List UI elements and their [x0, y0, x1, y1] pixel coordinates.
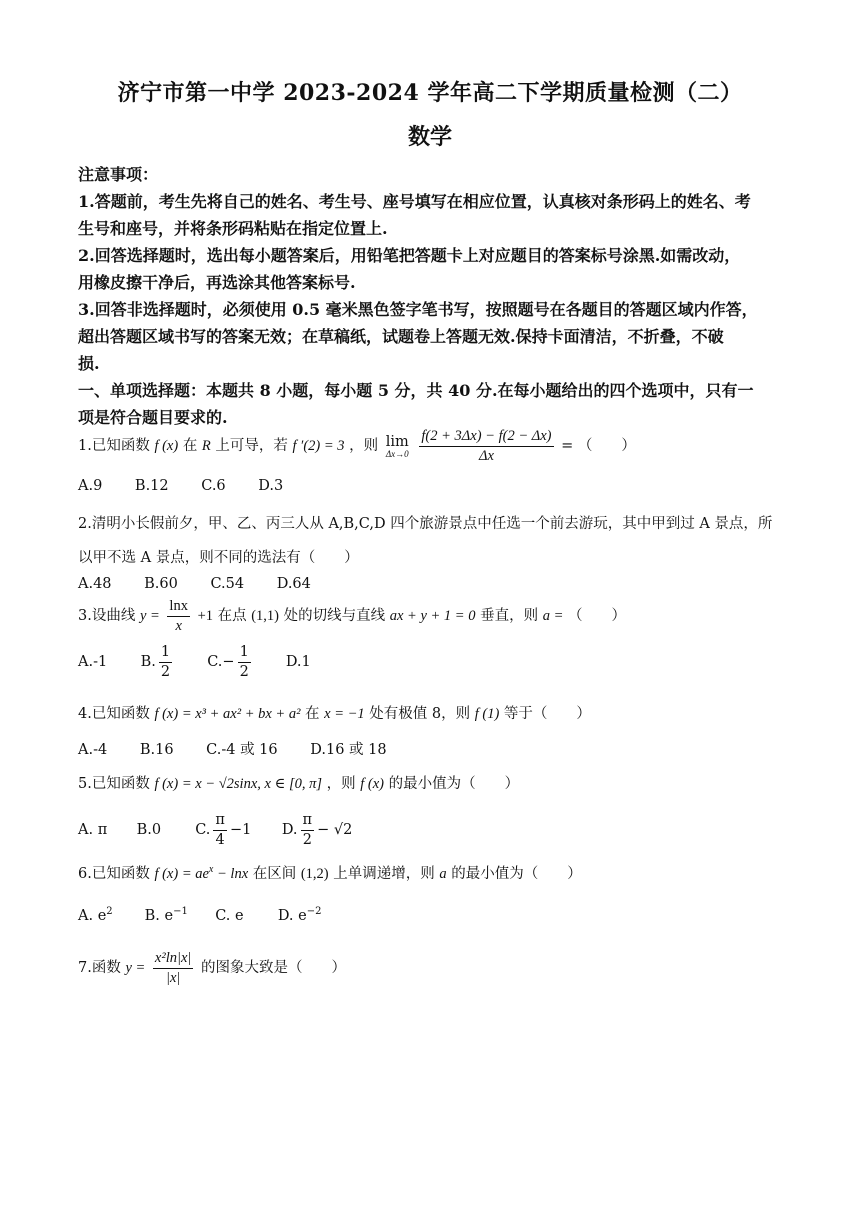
- q4-condition: x = −1: [324, 706, 365, 722]
- q3-fraction: [167, 598, 190, 634]
- q6-option-a: [78, 906, 140, 924]
- q5-fx: f (x): [360, 776, 384, 792]
- q1-denominator: Δx: [478, 447, 494, 464]
- q3-option-d: D.1: [285, 654, 311, 671]
- notice-item-3-line-1: 3.回答非选择题时，必须使用 0.5 毫米黑色签字笔书写，按照题号在各题目的答题区域内作答，: [78, 300, 758, 319]
- question-1: 1.已知函数 f (x) 在 R 上可导，若 f ′(2) = 3 ，则 lim Δx→0 $\frac{f(2 + 3\Delta x) - f(2 - \Delta x)}{\Delta x}$ = （ ）: [78, 428, 636, 464]
- q5-option-c: [195, 812, 277, 848]
- notice-item-2-line-1: 2.回答选择题时，选出每小题答案后，用铅笔把答题卡上对应题目的答案标号涂黑.如需改动，: [78, 246, 741, 265]
- q2-option-d: D.64: [276, 576, 311, 592]
- q5-option-b: B.0: [136, 822, 162, 839]
- q3-line-equation: ax + y + 1 = 0: [389, 608, 476, 625]
- q1-limit: lim Δx→0: [385, 433, 409, 459]
- q3-denominator: x: [175, 617, 182, 634]
- question-4-options: [78, 738, 415, 759]
- q6-interval: (1,2): [300, 866, 329, 882]
- q4-text: 处有极值 8，则: [369, 706, 471, 722]
- question-5-options: [78, 812, 352, 848]
- q3-numerator: lnx: [167, 598, 190, 617]
- section-1-heading-line-2: 项是符合题目要求的.: [78, 408, 228, 427]
- q4-option-c: C.-4 或 16: [206, 742, 278, 758]
- q3-option-b-numerator: 1: [159, 644, 172, 663]
- q6-option-b-exponent: −1: [173, 906, 188, 917]
- q1-text: 1.已知函数: [78, 438, 150, 455]
- q5-answer-paren: 的最小值为（ ）: [388, 776, 520, 792]
- q3-text: 处的切线与直线: [283, 608, 386, 625]
- q5-option-c-numerator: π: [213, 812, 227, 831]
- question-7: [78, 950, 346, 986]
- q6-answer-paren: 的最小值为（ ）: [451, 866, 582, 882]
- notice-heading: 注意事项：: [78, 165, 159, 184]
- q5-option-d-tail: − √2: [317, 822, 353, 839]
- q6-text: 在区间: [252, 866, 297, 882]
- q5-text: 5.已知函数: [78, 776, 150, 792]
- q5-text: ，则: [326, 776, 356, 792]
- question-2-line-1: 2.清明小长假前夕，甲、乙、丙三人从 A,B,C,D 四个旅游景点中任选一个前去游玩，其中甲到过 A 景点，所: [78, 516, 773, 532]
- q4-option-b: B.16: [139, 742, 174, 758]
- question-5: [78, 772, 519, 793]
- q4-text: 在: [305, 706, 320, 722]
- q4-option-d: D.16 或 18: [310, 742, 387, 758]
- q3-option-c-denominator: 2: [239, 663, 249, 680]
- q2-option-b: B.60: [144, 576, 178, 592]
- q6-a: a: [439, 866, 447, 882]
- q7-denominator: |x|: [165, 969, 181, 986]
- notice-item-3-line-3: 损.: [78, 354, 100, 373]
- question-4: [78, 702, 591, 723]
- q6-option-d: [278, 908, 322, 924]
- question-2-line-2: 以甲不选 A 景点，则不同的选法有（ ）: [78, 550, 359, 566]
- q3-a: a =: [542, 608, 564, 625]
- question-1-options: [78, 478, 311, 494]
- subject-title: 数学: [407, 124, 452, 150]
- q4-text: 4.已知函数: [78, 706, 150, 722]
- q2-option-c: C.54: [210, 576, 245, 592]
- question-6-options: [78, 906, 322, 924]
- q3-option-a: A.-1: [78, 654, 108, 671]
- q6-text: 6.已知函数: [78, 866, 150, 882]
- q1-numerator: f(2 + 3Δx) − f(2 − Δx): [419, 428, 553, 447]
- notice-item-1-line-1: 1.答题前，考生先将自己的姓名、考生号、座号填写在相应位置，认真核对条形码上的姓名、考: [78, 192, 751, 211]
- q3-plus-one: +1: [197, 608, 213, 625]
- q4-option-a: A.-4: [78, 742, 108, 758]
- q6-option-c: C. e: [215, 907, 244, 924]
- q6-option-a-exponent: 2: [106, 906, 113, 917]
- notice-item-3-line-2: 超出答题区域书写的答案无效；在草稿纸，试题卷上答题无效.保持卡面清洁，不折叠，不破: [78, 327, 724, 346]
- q5-option-c-denominator: 4: [215, 831, 225, 848]
- q1-answer-paren: （ ）: [577, 438, 636, 455]
- q5-option-d-label: D.: [281, 822, 298, 839]
- q5-option-a: A. π: [78, 822, 108, 839]
- q5-option-d: [281, 812, 353, 848]
- q7-y: y =: [125, 960, 146, 977]
- q5-option-c-label: C.: [195, 822, 211, 839]
- q3-option-b: [141, 644, 203, 680]
- q7-text: 7.函数: [78, 960, 121, 977]
- q7-answer-paren: 的图象大致是（ ）: [201, 960, 347, 977]
- q3-point: (1,1): [251, 608, 280, 625]
- q1-option-b: B.12: [134, 478, 169, 494]
- q3-option-c: [207, 644, 281, 680]
- q2-option-a: A.48: [78, 576, 112, 592]
- q6-function-tail: − lnx: [213, 866, 249, 882]
- notice-item-1-line-2: 生号和座号，并将条形码粘贴在指定位置上.: [78, 219, 388, 238]
- q1-text: ，则: [349, 438, 379, 455]
- q6-text: 上单调递增，则: [333, 866, 435, 882]
- q3-y: y =: [139, 608, 160, 625]
- q3-option-b-label: B.: [140, 654, 156, 671]
- question-2-options: [78, 576, 339, 592]
- q6-option-b-base: B. e: [144, 907, 174, 924]
- q3-option-c-numerator: 1: [238, 644, 251, 663]
- q1-limit-subscript: Δx→0: [385, 448, 409, 459]
- question-6: [78, 862, 582, 883]
- q6-option-d-exponent: −2: [306, 906, 322, 917]
- q3-option-c-label: C.−: [207, 654, 235, 671]
- q6-exponent: x: [208, 864, 214, 876]
- page-title: 济宁市第一中学 2023-2024 学年高二下学期质量检测（二）: [117, 80, 743, 106]
- q6-option-a-base: A. e: [78, 907, 107, 924]
- q6-option-b: [145, 906, 211, 924]
- q3-option-b-denominator: 2: [160, 663, 171, 680]
- q6-function: f (x) = ae: [154, 866, 209, 882]
- q1-option-a: A.9: [78, 478, 103, 494]
- q7-numerator: x²ln|x|: [153, 950, 193, 969]
- q3-text: 在点: [217, 608, 247, 625]
- q5-option-d-denominator: 2: [302, 831, 312, 848]
- q6-option-d-base: D. e: [277, 907, 307, 924]
- q5-option-d-numerator: π: [301, 812, 315, 831]
- question-3: [78, 598, 626, 634]
- q5-function: f (x) = x − √2sinx, x ∈ [0, π]: [154, 776, 322, 792]
- q5-option-c-tail: −1: [229, 822, 252, 839]
- q1-condition: f ′(2) = 3: [292, 438, 345, 455]
- q1-text: 在: [182, 438, 198, 455]
- q4-f1: f (1): [474, 706, 500, 722]
- q1-domain: R: [201, 438, 211, 455]
- q3-text: 3.设曲线: [78, 608, 136, 625]
- q1-text: 上可导，若: [215, 438, 288, 455]
- q3-answer-paren: （ ）: [567, 608, 626, 625]
- q1-function: f (x): [154, 438, 179, 455]
- q1-fraction: [419, 428, 553, 464]
- q1-option-c: C.6: [201, 478, 226, 494]
- q3-text: 垂直，则: [480, 608, 539, 625]
- q1-option-d: D.3: [258, 478, 284, 494]
- question-3-options: [78, 644, 311, 680]
- q4-answer-paren: 等于（ ）: [503, 706, 591, 722]
- section-1-heading-line-1: 一、单项选择题：本题共 8 小题，每小题 5 分，共 40 分.在每小题给出的四个选项中，只有一: [78, 381, 754, 400]
- q7-fraction: [153, 950, 193, 986]
- q4-function: f (x) = x³ + ax² + bx + a²: [154, 706, 301, 722]
- notice-item-2-line-2: 用橡皮擦干净后，再选涂其他答案标号.: [78, 273, 356, 292]
